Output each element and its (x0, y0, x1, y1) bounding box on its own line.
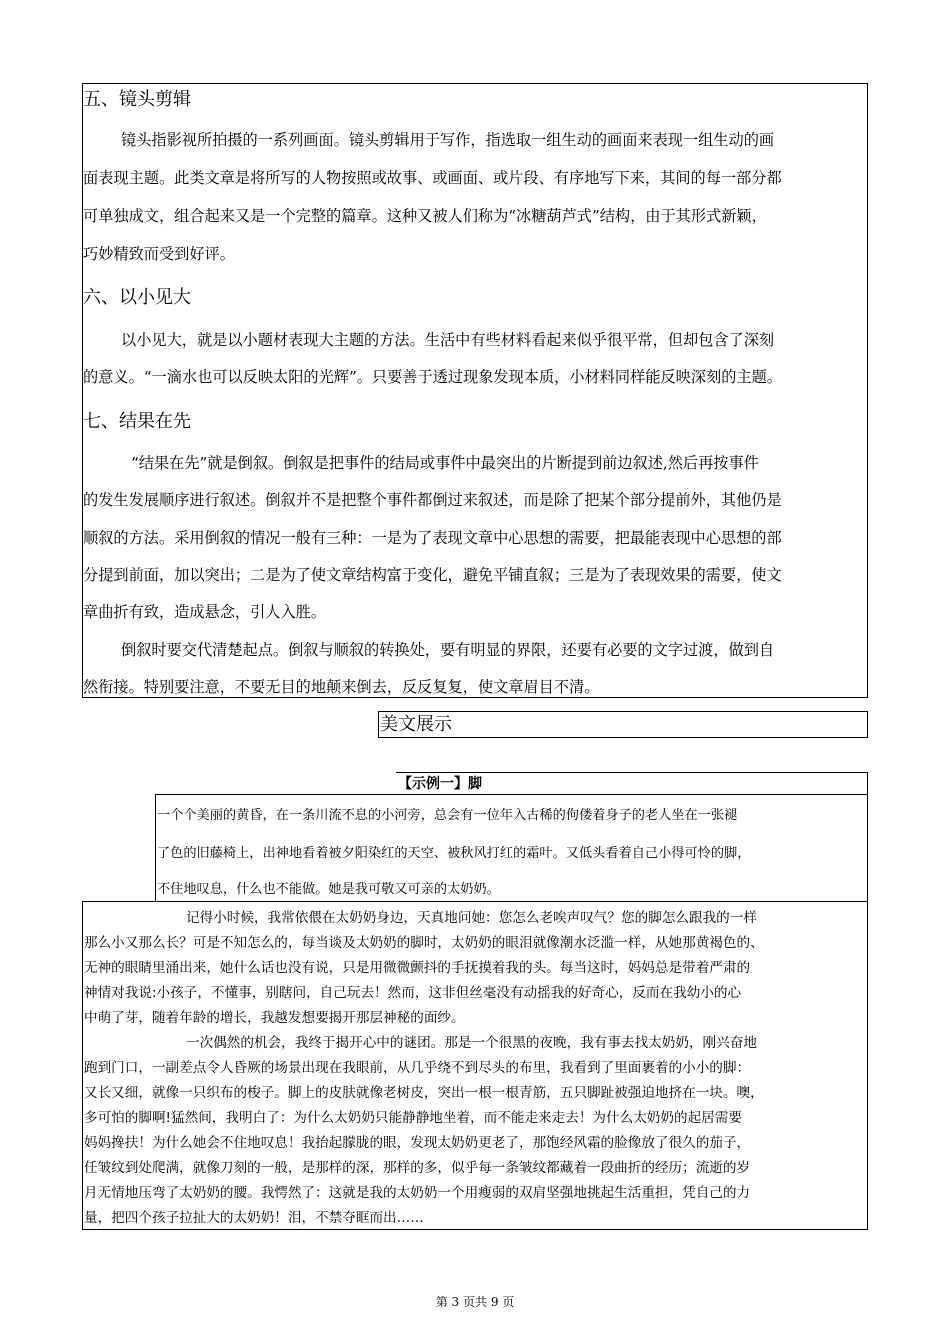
essay-line-6: 一次偶然的机会，我终于揭开心中的谜团。那是一个很黑的夜晚，我有事去找太奶奶，刚兴奋地 (186, 1035, 757, 1051)
essay-line-12: 月无情地压弯了太奶奶的腰。我愕然了：这就是我的太奶奶一个用瘦弱的双肩坚强地挑起生活重担，凭自己的力 (84, 1185, 751, 1201)
section-5-line-1: 镜头指影视所拍摄的一系列画面。镜头剪辑用于写作，指选取一组生动的画面来表现一组生动的画 (121, 131, 775, 149)
section-5-line-4: 巧妙精致而受到好评。 (83, 245, 235, 263)
section-7-line-4: 分提到前面，加以突出；二是为了使文章结构富于变化，避免平铺直叙；三是为了表现效果的需要，使文 (83, 566, 782, 584)
section-7-line-2: 的发生发展顺序进行叙述。倒叙并不是把整个事件都倒过来叙述，而是除了把某个部分提前外，其他仍是 (83, 491, 782, 509)
essay-line-13: 量，把四个孩子拉扯大的太奶奶！泪，不禁夺眶而出…… (84, 1210, 424, 1226)
essay-line-9: 多可怕的脚啊!猛然间，我明白了：为什么太奶奶只能静静地坐着，而不能走来走去！为什么太奶奶的起居需要 (84, 1110, 742, 1126)
essay-line-3: 无神的眼睛里涌出来，她什么话也没有说，只是用微微颤抖的手抚摸着我的头。每当这时，妈妈总是带着严肃的 (84, 960, 751, 976)
example-title: 【示例一】脚 (396, 772, 868, 794)
essay-line-7: 跑到门口，一副差点令人昏厥的场景出现在我眼前，从几乎绕不到尽头的布里，我看到了里面裹着的小小的脚： (84, 1060, 751, 1076)
intro-line-2: 了色的旧藤椅上，出神地看着被夕阳染红的天空、被秋风打红的霜叶。又低头看着自己小得可怜的脚， (157, 846, 751, 861)
section-6-line-2: 的意义。“一滴水也可以反映太阳的光辉”。只要善于透过现象发现本质，小材料同样能反映深刻的主题。 (83, 368, 782, 386)
showcase-title: 美文展示 (378, 711, 868, 738)
section-heading-6: 六、以小见大 (83, 287, 191, 308)
essay-line-4: 神情对我说:小孩子，不懂事，别瞎问，自己玩去！然而，这非但丝毫没有动摇我的好奇心，反而在我幼小的心 (84, 985, 742, 1001)
section-heading-7: 七、结果在先 (83, 411, 191, 432)
essay-line-5: 中萌了芽，随着年龄的增长，我越发想要揭开那层神秘的面纱。 (84, 1010, 465, 1026)
section-7-line-1: “结果在先”就是倒叙。倒叙是把事件的结局或事件中最突出的片断提到前边叙述,然后再按事件 (131, 454, 759, 472)
essay-line-1: 记得小时候，我常依偎在太奶奶身边，天真地问她：您怎么老唉声叹气？您的脚怎么跟我的一样 (186, 910, 757, 926)
essay-line-10: 妈妈搀扶！为什么她会不住地叹息！我抬起朦胧的眼，发现太奶奶更老了，那饱经风霜的脸像放了很久的茄子， (84, 1135, 751, 1151)
intro-line-1: 一个个美丽的黄昏，在一条川流不息的小河旁，总会有一位年入古稀的佝偻着身子的老人坐在一张褪 (157, 808, 738, 823)
section-7-line-6: 倒叙时要交代清楚起点。倒叙与顺叙的转换处，要有明显的界限，还要有必要的文字过渡，做到自 (121, 641, 775, 659)
section-5-line-2: 面表现主题。此类文章是将所写的人物按照或故事、或画面、或片段、有序地写下来，其间的每一部分都 (83, 169, 782, 187)
section-6-line-1: 以小见大，就是以小题材表现大主题的方法。生活中有些材料看起来似乎很平常，但却包含了深刻 (121, 331, 775, 349)
section-7-line-5: 章曲折有致，造成悬念，引人入胜。 (83, 603, 326, 621)
section-7-line-7: 然衔接。特别要注意，不要无目的地颠来倒去，反反复复，使文章眉目不清。 (83, 678, 600, 696)
page-footer: 第 3 页共 9 页 (435, 1295, 515, 1309)
section-heading-5: 五、镜头剪辑 (83, 89, 191, 110)
essay-line-11: 任皱纹到处爬满，就像刀刻的一般，是那样的深，那样的多，似乎每一条皱纹都藏着一段曲折的经历；流逝的岁 (84, 1160, 751, 1176)
intro-line-3: 不住地叹息，什么也不能做。她是我可敬又可亲的太奶奶。 (157, 882, 500, 897)
essay-line-2: 那么小又那么长？可是不知怎么的，每当谈及太奶奶的脚时，太奶奶的眼泪就像潮水泛滥一样，从她那黄褐色的、 (84, 935, 764, 951)
section-5-line-3: 可单独成文，组合起来又是一个完整的篇章。这种又被人们称为“冰糖葫芦式”结构，由于其形式新颖， (83, 207, 767, 225)
section-7-line-3: 顺叙的方法。采用倒叙的情况一般有三种：一是为了表现文章中心思想的需要，把最能表现中心思想的部 (83, 529, 782, 547)
essay-line-8: 又长又细，就像一只织布的梭子。脚上的皮肤就像老树皮，突出一根一根青筋，五只脚趾被强迫地挤在一块。噢， (84, 1085, 764, 1101)
